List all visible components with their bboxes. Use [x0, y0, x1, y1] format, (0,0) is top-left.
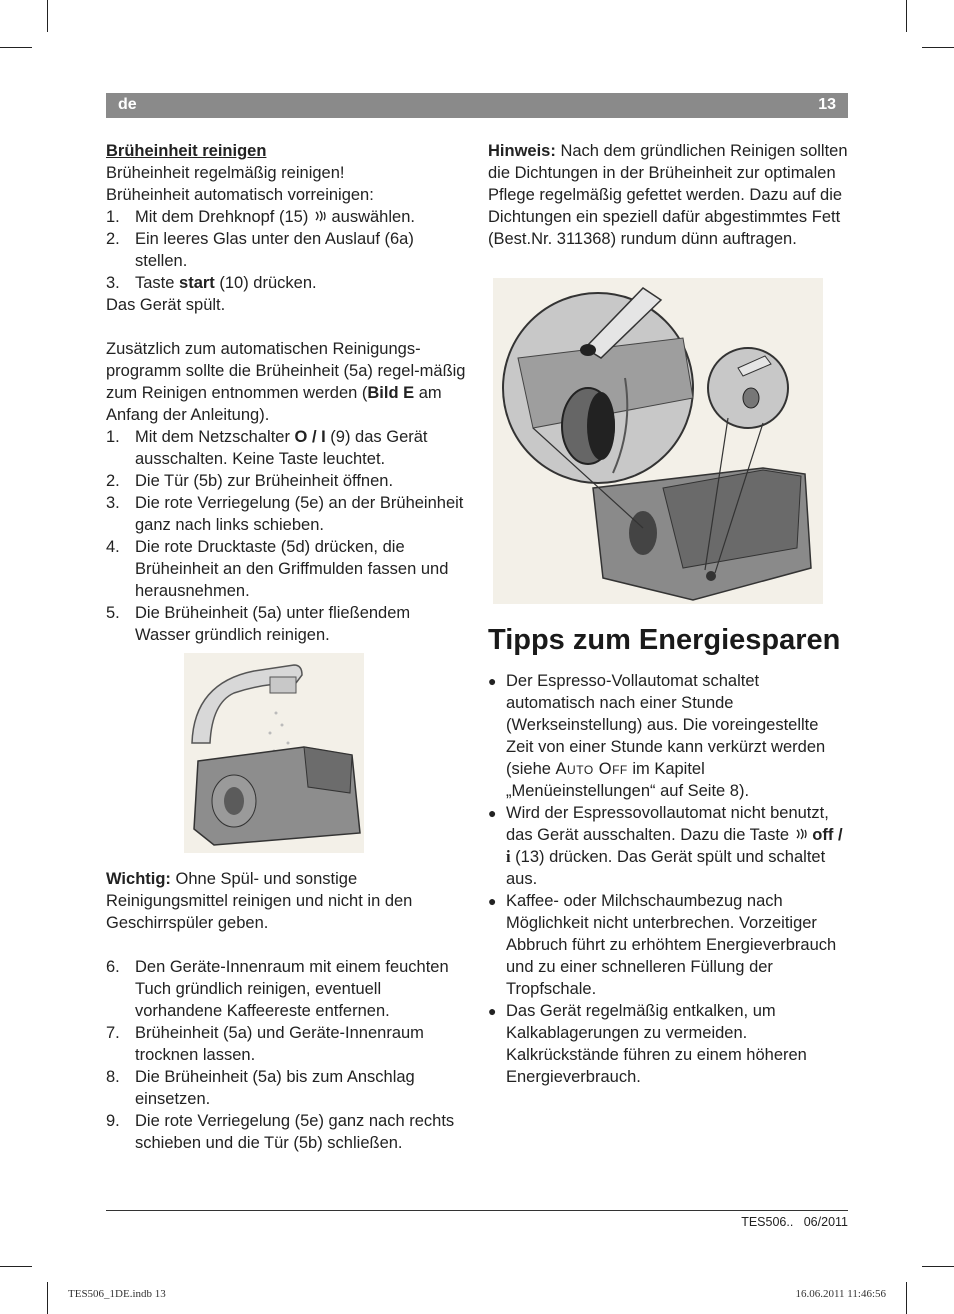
tips-list-container: [488, 670, 850, 1088]
grease-illustration: [493, 278, 823, 604]
list-item: 9. Die rote Verriegelung (5e) ganz nach rechts schieben und die Tür (5b) schließen.: [106, 1112, 455, 1152]
warning-note: Wichtig: Ohne Spül- und sonstige Reinigungsmittel reinigen und nicht in den Geschirrspüler geben.: [106, 870, 413, 932]
paragraph: Zusätzlich zum automatischen Reinigungs-programm sollte die Brüheinheit (5a) regel-mäßig zum Reinigen entnommen werden (Bild E am Anfang der Anleitung).: [106, 340, 466, 424]
list-item: ● Der Espresso-Vollautomat schaltet automatisch nach einer Stunde (Werkseinstellung) aus. Die voreingestellte Zeit von einer Stunde kann verkürzt werden (siehe Auto Off im Kapitel „Menüeinstellungen“ auf Seite 8).: [488, 672, 826, 800]
language-tag: de: [118, 96, 137, 113]
list-item: 7. Brüheinheit (5a) und Geräte-Innenraum trocknen lassen.: [106, 1024, 424, 1064]
crop-mark: [0, 47, 32, 48]
page-number: 13: [818, 96, 836, 113]
hint-note: Hinweis: Nach dem gründlichen Reinigen sollten die Dichtungen in der Brüheinheit zur optimalen Pflege regelmäßig gefettet werden. Dazu auf die Dichtungen ein speziell dafür abgestimmtes Fett (Best.Nr. 311368) rundum dünn auftragen.: [488, 142, 848, 248]
crop-mark: [922, 47, 954, 48]
crop-mark: [906, 0, 907, 32]
steps-list-a: [106, 206, 468, 294]
list-item: 1. Mit dem Netzschalter O / I (9) das Gerät ausschalten. Keine Taste leuchtet.: [106, 428, 428, 468]
crop-mark: [47, 1282, 48, 1314]
section-heading: Tipps zum Energiesparen: [488, 624, 841, 656]
list-item: ● Wird der Espressovollautomat nicht benutzt, das Gerät ausschalten. Dazu die Taste off / i (13) drücken. Das Gerät spült und schaltet aus.: [488, 804, 843, 888]
info-icon: i: [506, 847, 511, 866]
left-column: [106, 140, 468, 646]
slug-timestamp: 16.06.2011 11:46:56: [795, 1288, 886, 1300]
list-item: ● Das Gerät regelmäßig entkalken, um Kalkablagerungen zu vermeiden. Kalkrückstände führen zu einem höheren Energieverbrauch.: [488, 1002, 807, 1086]
list-item: 3. Die rote Verriegelung (5e) an der Brüheinheit ganz nach links schieben.: [106, 494, 464, 534]
footer-divider: [106, 1210, 848, 1211]
crop-mark: [906, 1282, 907, 1314]
right-column: [488, 140, 848, 250]
list-item: 8. Die Brüheinheit (5a) bis zum Anschlag einsetzen.: [106, 1068, 415, 1108]
rinse-icon: [313, 209, 327, 223]
steps-list-c: [106, 956, 468, 1154]
intro-line: Brüheinheit regelmäßig reinigen!: [106, 164, 345, 182]
tips-list: [488, 670, 850, 1088]
list-item: 5. Die Brüheinheit (5a) unter fließendem Wasser gründlich reinigen.: [106, 604, 411, 644]
list-item: 4. Die rote Drucktaste (5d) drücken, die Brüheinheit an den Griffmulden fassen und herausnehmen.: [106, 538, 449, 600]
list-item: ● Kaffee- oder Milchschaumbezug nach Möglichkeit nicht unterbrechen. Vorzeitiger Abbruch führt zu erhöhtem Energieverbrauch und zu einer schnelleren Füllung der Tropfschale.: [488, 892, 837, 998]
slug-file: TES506_1DE.indb 13: [68, 1288, 166, 1300]
footer-info: TES506.. 06/2011: [741, 1215, 848, 1229]
rinse-icon: [794, 827, 808, 841]
list-item: 2. Ein leeres Glas unter den Auslauf (6a) stellen.: [106, 230, 414, 270]
left-column-lower: [106, 868, 468, 1154]
list-item: 3. Taste start (10) drücken.: [106, 274, 317, 292]
intro-line: Brüheinheit automatisch vorreinigen:: [106, 186, 374, 204]
section-title: Brüheinheit reinigen: [106, 142, 267, 160]
tap-illustration: [184, 653, 364, 853]
crop-mark: [922, 1266, 954, 1267]
list-item: 1. Mit dem Drehknopf (15) auswählen.: [106, 208, 415, 226]
crop-mark: [47, 0, 48, 32]
crop-mark: [0, 1266, 32, 1267]
page-header: [106, 93, 848, 118]
list-item: 6. Den Geräte-Innenraum mit einem feuchten Tuch gründlich reinigen, eventuell vorhandene Kaffeereste entfernen.: [106, 958, 449, 1020]
list-item: 2. Die Tür (5b) zur Brüheinheit öffnen.: [106, 472, 394, 490]
result-line: Das Gerät spült.: [106, 296, 226, 314]
steps-list-b: [106, 426, 468, 646]
